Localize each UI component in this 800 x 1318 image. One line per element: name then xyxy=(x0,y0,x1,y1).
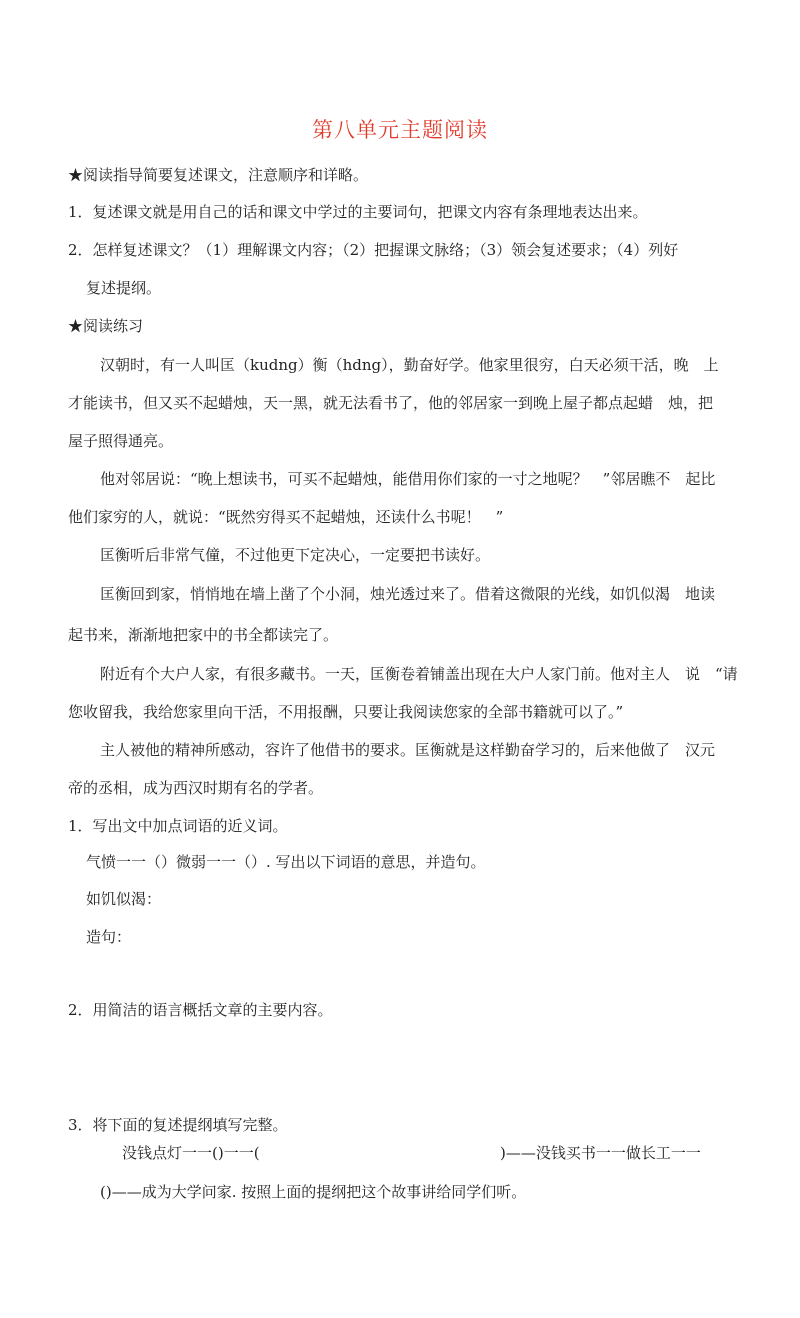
paragraph-4-line-1: 匡衡回到家，悄悄地在墙上凿了个小洞，烛光透过来了。借着这微限的光线，如饥似渴 地读 xyxy=(100,585,716,603)
question-3-outline-part-a: 没钱点灯一一()一一( xyxy=(122,1144,260,1162)
question-3-outline-part-c: ()——成为大学问家. 按照上面的提纲把这个故事讲给同学们听。 xyxy=(100,1183,527,1201)
paragraph-4-line-2: 起书来，渐渐地把家中的书全都读完了。 xyxy=(68,626,339,644)
paragraph-3-line-1: 匡衡听后非常气僮，不过他更下定决心，一定要把书读好。 xyxy=(100,546,491,564)
question-1-word: 如饥似渴： xyxy=(86,890,162,908)
question-2: 2．用简洁的语言概括文章的主要内容。 xyxy=(68,1001,333,1019)
guide-header: ★阅读指导简要复述课文，注意顺序和详略。 xyxy=(68,166,369,184)
paragraph-6-line-2: 帝的丞相，成为西汉时期有名的学者。 xyxy=(68,779,324,797)
question-1-sentence-label: 造句： xyxy=(86,928,132,946)
paragraph-1-line-2: 才能读书，但又买不起蜡烛，天一黑，就无法看书了，他的邻居家一到晚上屋子都点起蜡 烛，把 xyxy=(68,394,714,412)
question-3: 3．将下面的复述提纲填写完整。 xyxy=(68,1116,288,1134)
page-title: 第八单元主题阅读 xyxy=(312,118,488,142)
practice-header: ★阅读练习 xyxy=(68,317,144,335)
guide-item-1: 1．复述课文就是用自己的话和课文中学过的主要词句，把课文内容有条理地表达出来。 xyxy=(68,203,648,221)
paragraph-1-line-1: 汉朝时，有一人叫匡（kudng）衡（hdng），勤奋好学。他家里很穷，白天必须干活，晚 上 xyxy=(100,356,719,374)
paragraph-5-line-2: 您收留我，我给您家里向干活，不用报酬，只要让我阅读您家的全部书籍就可以了。” xyxy=(68,703,624,721)
question-1-synonyms: 气愤一一（）微弱一一（）. 写出以下词语的意思，并造句。 xyxy=(86,853,486,871)
guide-item-2-line-2: 复述提纲。 xyxy=(86,279,162,297)
guide-item-2-line-1: 2．怎样复述课文？（1）理解课文内容；（2）把握课文脉络；（3）领会复述要求；（4）列好 xyxy=(68,241,679,259)
paragraph-1-line-3: 屋子照得通亮。 xyxy=(68,432,174,450)
paragraph-2-line-2: 他们家穷的人，就说：“既然穷得买不起蜡烛，还读什么书呢！ ” xyxy=(68,508,504,526)
paragraph-6-line-1: 主人被他的精神所感动，容许了他借书的要求。匡衡就是这样勤奋学习的，后来他做了 汉元 xyxy=(100,741,716,759)
question-1: 1．写出文中加点词语的近义词。 xyxy=(68,817,288,835)
paragraph-5-line-1: 附近有个大户人家，有很多藏书。一天，匡衡卷着铺盖出现在大户人家门前。他对主人 说 “请 xyxy=(100,665,738,683)
question-3-outline-part-b: )——没钱买书一一做长工一一 xyxy=(500,1144,701,1162)
paragraph-2-line-1: 他对邻居说：“晚上想读书，可买不起蜡烛，能借用你们家的一寸之地呢？ ”邻居瞧不 起比 xyxy=(100,470,716,488)
